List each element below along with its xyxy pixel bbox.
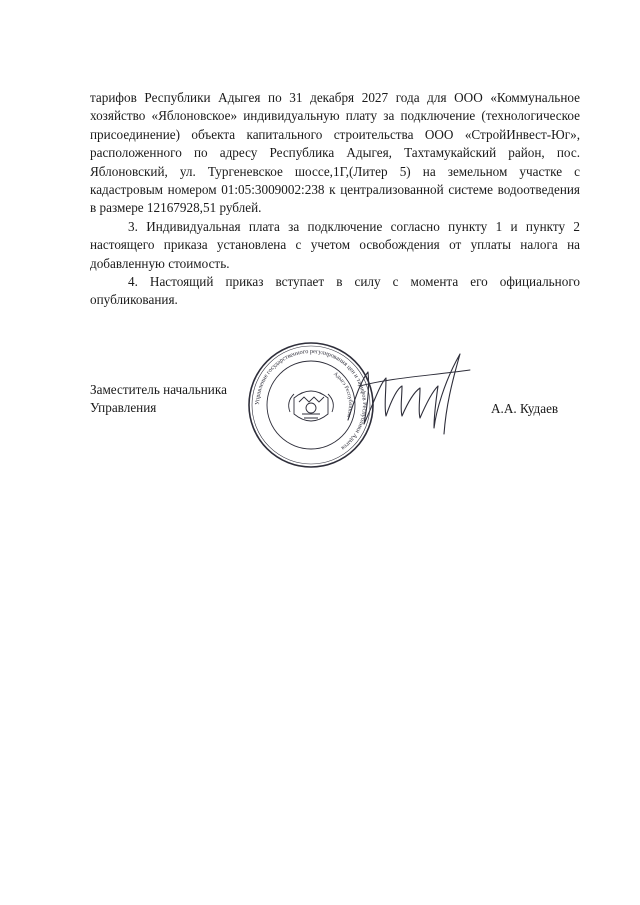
signatory-position	[90, 381, 227, 418]
svg-text:Адыгэ Республикэм: Адыгэ Республикэм	[332, 371, 354, 418]
main-text	[90, 89, 580, 310]
svg-text:Управление государственного ре: Управление государственного регулирования цен и тарифов Республики Адыгея	[253, 347, 369, 452]
position-line-2: Управления	[90, 400, 157, 416]
signatory-name: А.А. Кудаев	[491, 401, 559, 416]
coat-of-arms-emblem	[289, 391, 334, 421]
paragraph-4: 4. Настоящий приказ вступает в силу с момента его официального опубликования.	[90, 274, 580, 308]
paragraph-continuation: тарифов Республики Адыгея по 31 декабря 2027 года для ООО «Коммунальное хозяйство «Яблоновское» индивидуальную плату за подключение (технологическое присоединение) объекта капитального строительства ООО «СтройИнвест-Юг», расположенного по адресу Республика Адыгея, Тахтамукайский район, пос. Яблоновский, ул. Тургеневское шоссе,1Г,(Литер 5) на земельном участке с кадастровым номером 01:05:3009002:238 к централизованной системе водоотведения в размере 12167928,51 рублей.	[90, 90, 580, 216]
paragraph-3: 3. Индивидуальная плата за подключение согласно пункту 1 и пункту 2 настоящего приказа установлена с учетом освобождения от уплаты налога на добавленную стоимость.	[90, 218, 580, 271]
position-line-1: Заместитель начальника	[90, 382, 227, 397]
handwritten-signature	[340, 342, 480, 442]
